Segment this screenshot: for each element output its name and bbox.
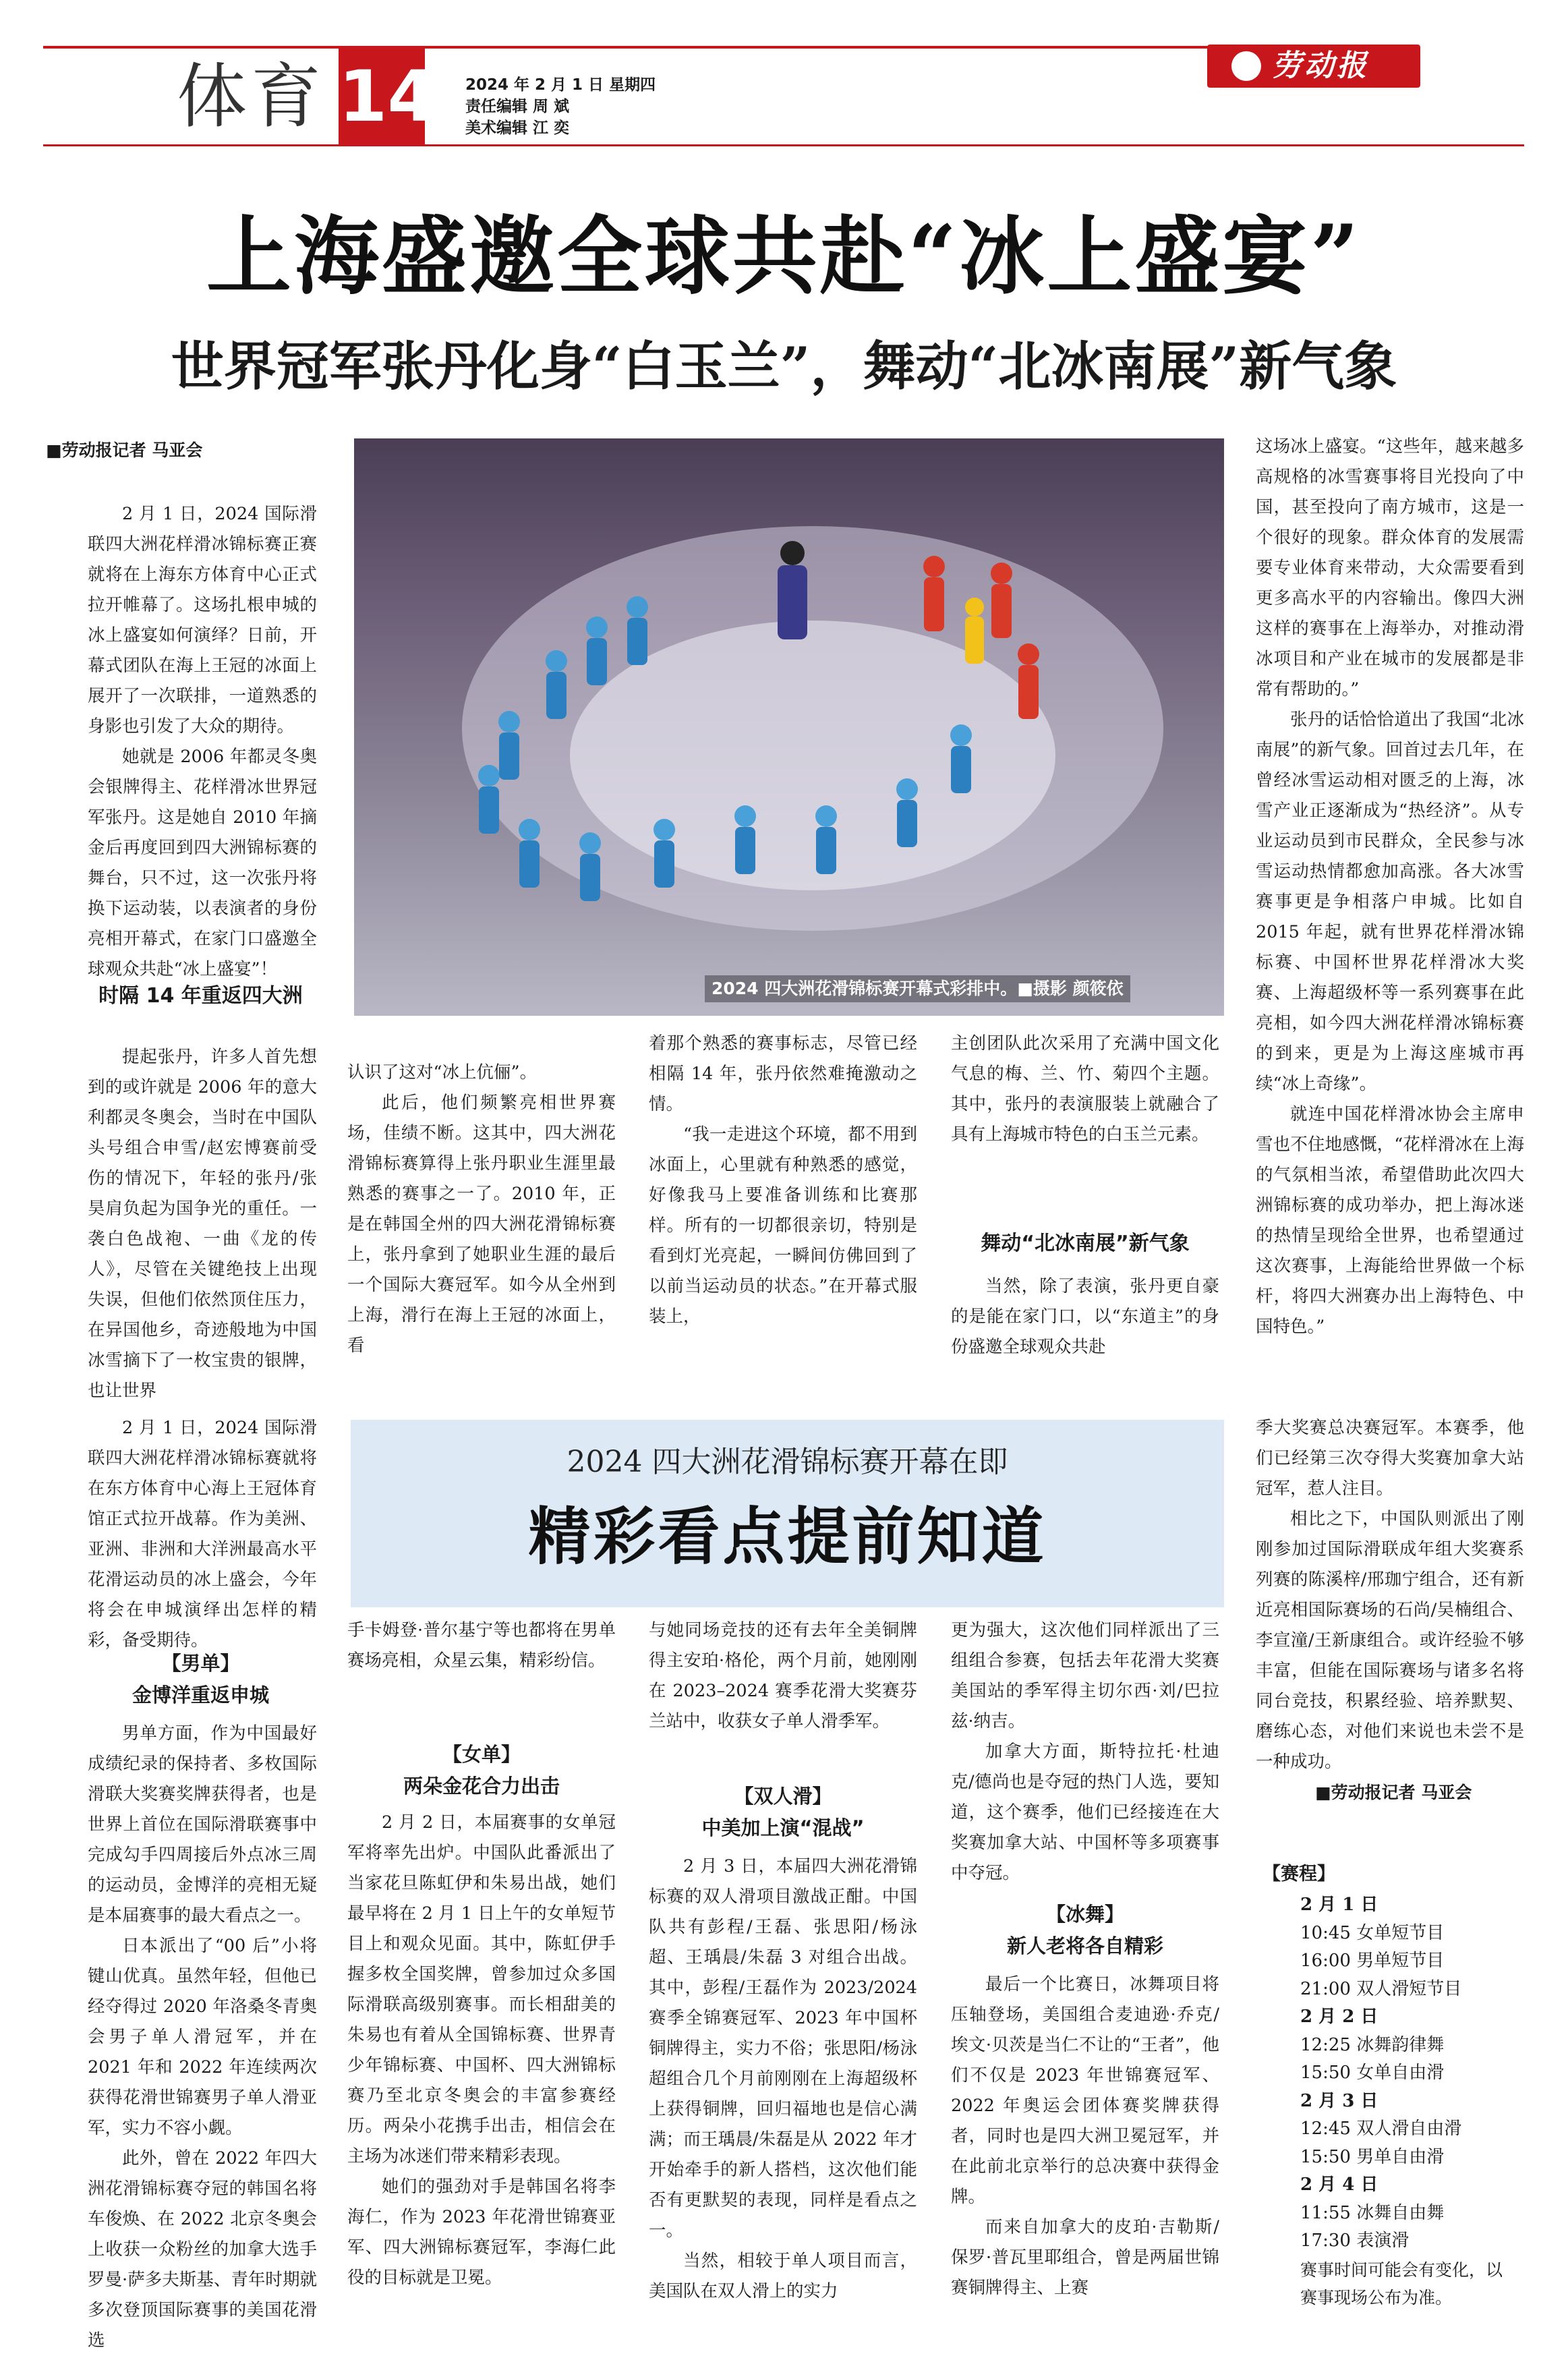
issue-date: 2024 年 2 月 1 日 星期四 [465,76,656,94]
schedule-title: 【赛程】 [1262,1864,1335,1885]
paragraph: 季大奖赛总决赛冠军。本赛季，他们已经第三次夺得大奖赛加拿大站冠军，惹人注目。 [1256,1418,1524,1499]
paragraph: 就连中国花样滑冰协会主席申雪也不住地感慨，“花样滑冰在上海的气氛相当浓，希望借助此次四大洲锦标赛的成功举办，把上海冰迷的热情呈现给全世界，也希望通过这次赛事，上海能给世界做一个标杆，将四大洲赛办出上海特色、中国特色。” [1256,1104,1524,1337]
second-kicker: 2024 四大洲花滑锦标赛开幕在即 [567,1445,1008,1479]
lead-column-5 [1256,432,1524,1342]
paragraph: 而来自加拿大的皮珀·吉勒斯/保罗·普瓦里耶组合，曾是两届世锦赛铜牌得主、上赛 [951,2217,1219,2298]
paper-logo-icon [1231,51,1261,81]
paragraph: 这场冰上盛宴。“这些年，越来越多高规格的冰雪赛事将目光投向了中国，甚至投向了南方城市，这是一个很好的现象。群众体育的发展需要专业体育来带动，大众需要看到更多高水平的内容输出。像四大洲这样的赛事在上海举办，对推动滑冰项目和产业在城市的发展都是非常有帮助的。” [1256,436,1524,699]
section-title-new-look: 舞动“北冰南展”新气象 [981,1232,1190,1255]
lead-column-2 [347,1058,616,1361]
schedule-line: 12:25 冰舞韵律舞 [1300,2034,1445,2055]
paragraph: 当然，除了表演，张丹更自豪的是能在家门口，以“东道主”的身份盛邀全球观众共赴 [951,1276,1219,1357]
schedule-line: 15:50 男单自由滑 [1300,2146,1445,2167]
pairs-tag: 【双人滑】 [734,1785,832,1808]
paragraph: 提起张丹，许多人首先想到的或许就是 2006 年的意大利都灵冬奥会，当时在中国队头号组合申雪/赵宏博赛前受伤的情况下，年轻的张丹/张昊肩负起为国争光的重任。一袭白色战袍、一曲《龙的传人》，尽管在关键绝技上出现失误，但他们依然顶住压力，在异国他乡，奇迹般地为中国冰雪摘下了一枚宝贵的银牌，也让世界 [88,1047,317,1401]
second-column-4b [951,1970,1219,2303]
paragraph: 认识了这对“冰上伉俪”。 [347,1062,538,1083]
paragraph: 着那个熟悉的赛事标志，尽管已经相隔 14 年，张丹依然难掩激动之情。 [649,1033,917,1114]
second-column-4 [951,1615,1219,1889]
schedule-line: 12:45 双人滑自由滑 [1300,2119,1462,2139]
schedule-line: 10:45 女单短节目 [1300,1922,1445,1943]
paragraph: 男单方面，作为中国最好成绩纪录的保持者、多枚国际滑联大奖赛奖牌获得者，也是世界上首位在国际滑联赛事中完成勾手四周接后外点冰三周的运动员，金博洋的亮相无疑是本届赛事的最大看点之一。 [88,1723,317,1926]
top-rule [43,46,1229,49]
paragraph: 此后，他们频繁亮相世界赛场，佳绩不断。这其中，四大洲花滑锦标赛算得上张丹职业生涯里最熟悉的赛事之一了。2010 年，正是在韩国全州的四大洲花滑锦标赛上，张丹拿到了她职业生涯的最后一个国际大赛冠军。如今从全州到上海，滑行在海上王冠的冰面上，看 [347,1093,616,1356]
paragraph: 与她同场竞技的还有去年全美铜牌得主安珀·格伦，两个月前，她刚刚在 2023–2024 赛季花滑大奖赛芬兰站中，收获女子单人滑季军。 [649,1620,917,1731]
schedule-line: 2 月 1 日 [1300,1895,1378,1915]
lead-column-4 [951,1029,1219,1150]
photo-caption: 2024 四大洲花滑锦标赛开幕式彩排中。■摄影 颜筱依 [705,975,1130,1002]
schedule-line: 11:55 冰舞自由舞 [1300,2202,1445,2223]
paragraph: 此外，曾在 2022 年四大洲花滑锦标赛夺冠的韩国名将车俊焕、在 2022 北京冬奥会上收获一众粉丝的加拿大选手罗曼·萨多夫斯基、青年时期就多次登顶国际赛事的美国花滑选 [88,2148,317,2351]
paragraph: 她们的强劲对手是韩国名将李海仁，作为 2023 年花滑世锦赛亚军、四大洲锦标赛冠军，李海仁此役的目标就是卫冕。 [347,2177,616,2288]
schedule-line: 15:50 女单自由滑 [1300,2063,1445,2083]
paragraph: 2 月 1 日，2024 国际滑联四大洲花样滑冰锦标赛就将在东方体育中心海上王冠体育馆正式拉开战幕。作为美洲、亚洲、非洲和大洋洲最高水平花滑运动员的冰上盛会，今年将会在申城演绎出怎样的精彩，备受期待。 [88,1418,317,1650]
paragraph: 相比之下，中国队则派出了刚刚参加过国际滑联成年组大奖赛系列赛的陈溪梓/邢珈宁组合，还有新近亮相国际赛场的石尚/吴楠组合、李宣潼/王新康组合。或许经验不够丰富，但能在国际赛场与诸多名将同台竞技，积累经验、培养默契、磨练心态，对他们来说也未尝不是一种成功。 [1256,1509,1524,1772]
men-tag: 【男单】 [161,1652,240,1675]
paragraph: “我一走进这个环境，都不用到冰面上，心里就有种熟悉的感觉，好像我马上要准备训练和比赛那样。所有的一切都很亲切，特别是看到灯光亮起，一瞬间仿佛回到了以前当运动员的状态。”在开幕式服装上， [649,1124,917,1327]
second-column-1b [88,1719,317,2356]
lead-headline: 上海盛邀全球共赴“冰上盛宴” [206,206,1362,306]
paragraph: 主创团队此次采用了充满中国文化气息的梅、兰、竹、菊四个主题。其中，张丹的表演服装上就融合了具有上海城市特色的白玉兰元素。 [951,1033,1219,1145]
women-tag: 【女单】 [442,1743,521,1766]
schedule-line: 2 月 2 日 [1300,2007,1378,2027]
lead-subhead: 世界冠军张丹化身“白玉兰”，舞动“北冰南展”新气象 [171,336,1397,397]
lead-photo [354,438,1224,1016]
schedule-line: 2 月 4 日 [1300,2175,1378,2195]
schedule-list [1300,1891,1461,2256]
men-title: 金博洋重返申城 [132,1684,269,1706]
paragraph: 2 月 1 日，2024 国际滑联四大洲花样滑冰锦标赛正赛就将在上海东方体育中心正式拉开帷幕了。这场扎根申城的冰上盛宴如何演绎？日前，开幕式团队在海上王冠的冰面上展开了一次联排，一道熟悉的身影也引发了大众的期待。 [88,504,317,737]
dance-tag: 【冰舞】 [1045,1903,1124,1926]
lead-column-1 [88,499,317,985]
paragraph: 更为强大，这次他们同样派出了三组组合参赛，包括去年花滑大奖赛美国站的季军得主切尔西·刘/巴拉兹·纳吉。 [951,1620,1219,1731]
lead-column-3 [649,1029,917,1332]
dance-title: 新人老将各自精彩 [1006,1934,1163,1957]
lead-byline: ■劳动报记者 马亚会 [46,440,203,460]
masthead-bottom-rule [43,144,1524,146]
schedule-line: 2 月 3 日 [1300,2090,1378,2111]
skaters-illustration [354,438,1224,1016]
paragraph: 张丹的话恰恰道出了我国“北冰南展”的新气象。回首过去几年，在曾经冰雪运动相对匮乏的上海，冰雪产业正逐渐成为“热经济”。从专业运动员到市民群众，全民参与冰雪运动热情都愈加高涨。各大冰雪赛事更是争相落户申城。比如自 2015 年起，就有世界花样滑冰锦标赛、中国杯世界花样滑冰大奖赛、上海超级杯等一系列赛事在此亮相，如今四大洲花样滑冰锦标赛的到来，更是为上海这座城市再续“冰上奇缘”。 [1256,710,1524,1094]
second-byline: ■劳动报记者 马亚会 [1315,1783,1472,1802]
art-editor: 美术编辑 江 奕 [465,119,570,137]
schedule-line: 16:00 男单短节目 [1300,1951,1445,1971]
second-column-3b [649,1851,917,2307]
paragraph: 2 月 3 日，本届四大洲花滑锦标赛的双人滑项目激战正酣。中国队共有彭程/王磊、张思阳/杨泳超、王瑀晨/朱磊 3 对组合出战。其中，彭程/王磊作为 2023/2024 赛季全锦赛冠军、2023 年中国杯铜牌得主，实力不俗；张思阳/杨泳超组合几个月前刚刚在上海超级杯上获得铜牌，回归福地也是信心满满；而王瑀晨/朱磊是从 2022 年才开始牵手的新人搭档，这次他们能否有更默契的表现，同样是看点之一。 [649,1856,917,2241]
pairs-title: 中美加上演“混战” [701,1816,865,1839]
women-title: 两朵金花合力出击 [403,1775,560,1798]
responsible-editor: 责任编辑 周 斌 [465,98,570,115]
second-column-3 [649,1615,917,1737]
paragraph: 手卡姆登·普尔基宁等也都将在男单赛场亮相，众星云集，精彩纷信。 [347,1620,616,1671]
second-headline: 精彩看点提前知道 [528,1500,1047,1573]
paragraph: 最后一个比赛日，冰舞项目将压轴登场，美国组合麦迪逊·乔克/埃文·贝茨是当仁不让的“王者”，他们不仅是 2023 年世锦赛冠军、2022 年奥运会团体赛奖牌获得者，同时也是四大洲卫冕冠军，并在此前北京举行的总决赛中获得金牌。 [951,1974,1219,2207]
schedule-line: 21:00 双人滑短节目 [1300,1978,1462,1999]
section-title: 体育 [177,55,326,138]
second-column-5 [1256,1413,1524,1777]
paragraph: 当然，相较于单人项目而言，美国队在双人滑上的实力 [649,2251,917,2301]
paragraph: 加拿大方面，斯特拉托·杜迪克/德尚也是夺冠的热门人选，要知道，这个赛季，他们已经接连在大奖赛加拿大站、中国杯等多项赛事中夺冠。 [951,1742,1219,1883]
lead-column-1b [88,1042,317,1406]
second-column-2 [347,1615,616,1676]
paragraph: 2 月 2 日，本届赛事的女单冠军将率先出炉。中国队此番派出了当家花旦陈虹伊和朱易出战，她们最早将在 2 月 1 日上午的女单短节目上和观众见面。其中，陈虹伊手握多枚全国奖牌，曾参加过众多国际滑联高级别赛事。而长相甜美的朱易也有着从全国锦标赛、世界青少年锦标赛、中国杯、四大洲锦标赛乃至北京冬奥会的丰富参赛经历。两朵小花携手出击，相信会在主场为冰迷们带来精彩表现。 [347,1812,616,2166]
schedule-note: 赛事时间可能会有变化，以赛事现场公布为准。 [1300,2260,1503,2307]
page-number: 14 [339,55,436,138]
schedule-line: 17:30 表演滑 [1300,2231,1410,2251]
paragraph: 日本派出了“00 后”小将键山优真。虽然年轻，但他已经夺得过 2020 年洛桑冬青奥会男子单人滑冠军，并在 2021 年和 2022 年连续两次获得花滑世锦赛男子单人滑亚军，实力不容小觑。 [88,1936,317,2138]
section-title-return: 时隔 14 年重返四大洲 [98,984,303,1008]
paragraph: 她就是 2006 年都灵冬奥会银牌得主、花样滑冰世界冠军张丹。这是她自 2010 年摘金后再度回到四大洲锦标赛的舞台，只不过，这一次张丹将换下运动装，以表演者的身份亮相开幕式，在家门口盛邀全球观众共赴“冰上盛宴”！ [88,747,317,979]
second-column-1 [88,1413,317,1656]
paper-logo-text: 劳动报 [1272,49,1369,83]
second-column-2b [347,1808,616,2293]
lead-column-4b [951,1271,1219,1362]
